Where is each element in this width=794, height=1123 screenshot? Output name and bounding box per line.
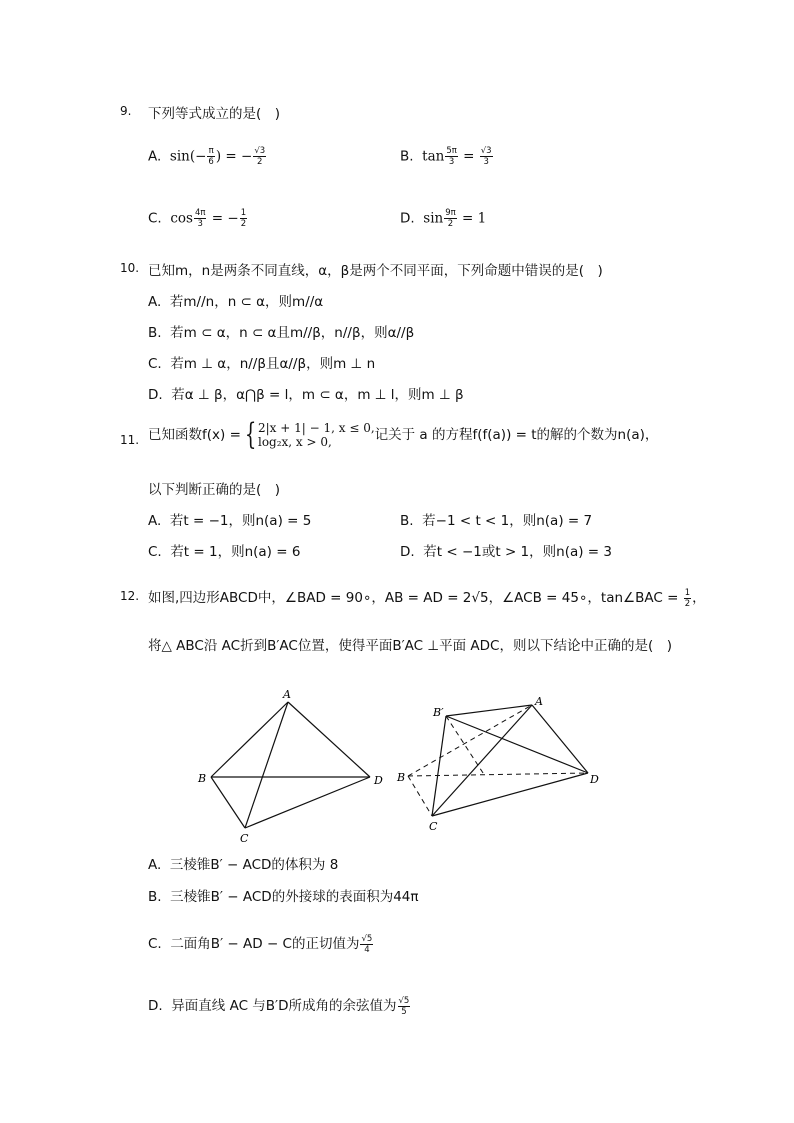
q12-stem1-frac: $\frac{1}{2}$ [684,587,691,609]
option-label: A. [148,513,162,529]
q9-b-fn: tan [422,148,445,165]
q11-stem2: 以下判断正确的是( ) [148,482,281,498]
edge-bc [211,777,245,828]
label-b2: B [397,771,406,784]
q12-stem1 [148,586,706,609]
q9-option-c[interactable] [148,208,248,229]
option-label: B. [148,889,162,905]
option-label: A. [148,857,162,873]
q9-option-a[interactable] [148,146,267,167]
q12-option-d[interactable] [148,994,411,1017]
q10-option-d[interactable] [148,383,464,403]
q9-a-rhs: $\frac{√3}{2}$ [254,146,266,167]
q9-a-mid: ) = − [215,148,253,165]
q11-stem [148,417,659,452]
q11-stem-pre: 已知函数f(x) = [148,427,241,443]
option-label: C. [148,936,162,952]
q9-b-rhs: $\frac{√3}{3}$ [480,146,492,167]
edge-ac [245,702,288,828]
edge-bp-a [446,705,532,716]
q12-option-b[interactable] [148,885,419,905]
option-label: A. [148,148,162,165]
q12-stem2: 将△ ABC沿 AC折到B′AC位置，使得平面B′AC ⊥平面 ADC，则以下结论中正确的是( ) [148,638,673,654]
option-label: C. [148,544,162,560]
q9-c-mid: = − [207,210,239,227]
q12-stem1-text: 如图,四边形ABCD中，∠BAD = 90∘，AB = AD = 2√5，∠ACB = 45∘，tan∠BAC = [148,590,683,606]
edge-ad [288,702,370,777]
option-text: 三棱锥B′ − ACD的体积为 8 [169,857,339,873]
q10-stem: 已知m，n是两条不同直线，α，β是两个不同平面，下列命题中错误的是( ) [148,263,603,279]
q11-cases [258,421,375,449]
label-a2: A [535,695,543,708]
q10-option-b[interactable] [148,321,414,341]
q12-option-a[interactable] [148,853,338,873]
edge-b-c [408,776,432,816]
q11-case1: 2|x + 1| − 1, x ≤ 0, [257,421,375,435]
option-label: D. [148,387,163,403]
q12-stem1-post: ， [692,590,706,606]
q11-option-b[interactable] [400,509,592,529]
option-label: D. [400,210,415,227]
edge-bp-d [446,716,588,773]
q9-option-d[interactable] [400,208,486,229]
option-label: D. [148,998,163,1014]
option-label: B. [148,325,162,341]
option-text: 异面直线 AC 与B′D所成角的余弦值为 [171,998,397,1014]
label-d: D [374,774,383,787]
q12-figures [180,680,620,850]
q9-number: 9. [120,104,132,118]
edge-a-d [532,705,588,773]
q10-option-a[interactable] [148,290,323,310]
option-text: 二面角B′ − AD − C的正切值为 [170,936,360,952]
label-d2: D [590,773,599,786]
q11-option-a[interactable] [148,509,311,529]
q12-d-frac: $\frac{√5}{5}$ [398,995,410,1017]
option-label: C. [148,356,162,372]
option-text: 若α ⊥ β，α⋂β = l，m ⊂ α，m ⊥ l，则m ⊥ β [171,387,464,403]
q11-brace: { [244,417,257,452]
q10-option-c[interactable] [148,352,375,372]
q9-c-fn: cos [170,210,193,227]
option-label: B. [400,148,414,165]
option-label: C. [148,210,162,227]
q9-stem: 下列等式成立的是( ) [148,106,281,122]
label-c: C [240,832,249,845]
label-b: B [198,772,207,785]
q12-number: 12. [120,589,140,603]
q9-b-mid: = [458,148,479,165]
option-text: 若t = −1，则n(a) = 5 [169,513,312,529]
q9-d-mid: = 1 [457,210,487,227]
q9-c-rhs: $\frac{1}{2}$ [240,208,247,229]
option-label: D. [400,544,415,560]
edge-bp-foot [446,716,485,776]
label-bp: B′ [433,706,444,719]
edge-b-a [408,705,532,776]
q11-option-d[interactable] [400,540,612,560]
q10-number: 10. [120,261,140,275]
edge-a-c [432,705,532,816]
edge-cd [245,777,370,828]
option-label: A. [148,294,162,310]
edge-c-d [432,773,588,816]
q9-option-b[interactable] [400,146,494,167]
q11-option-c[interactable] [148,540,300,560]
option-text: 若m ⊂ α，n ⊂ α且m//β，n//β，则α//β [170,325,415,341]
q12-option-c[interactable] [148,932,374,955]
edge-b-d [408,773,588,776]
option-text: 若t = 1，则n(a) = 6 [170,544,301,560]
q9-a-fn: sin(− [169,148,207,165]
label-a: A [283,688,291,701]
q9-d-fn: sin [423,210,444,227]
edge-bp-c [432,716,446,816]
q9-b-frac: $\frac{5\pi}{3}$ [446,146,457,167]
q9-d-frac: $\frac{9\pi}{2}$ [445,208,456,229]
figure-tetrahedron-hidden [408,705,588,816]
option-text: 若−1 < t < 1，则n(a) = 7 [422,513,593,529]
option-label: B. [400,513,414,529]
figure-quadrilateral [211,702,370,828]
q9-a-frac: $\frac{\pi}{6}$ [208,146,214,167]
q11-number: 11. [120,433,140,447]
option-text: 若m//n，n ⊂ α，则m//α [169,294,324,310]
figure-tetrahedron [432,705,588,816]
option-text: 三棱锥B′ − ACD的外接球的表面积为44π [170,889,419,905]
q11-stem-post: 记关于 a 的方程f(f(a)) = t的解的个数为n(a)， [374,427,659,443]
q11-case2: log₂x, x > 0, [257,435,332,449]
label-c2: C [429,820,438,833]
option-text: 若t < −1或t > 1，则n(a) = 3 [423,544,612,560]
option-text: 若m ⊥ α，n//β且α//β，则m ⊥ n [170,356,376,372]
q12-c-frac: $\frac{√5}{4}$ [361,933,373,955]
q9-c-frac: $\frac{4\pi}{3}$ [194,208,206,229]
edge-ab [211,702,288,777]
